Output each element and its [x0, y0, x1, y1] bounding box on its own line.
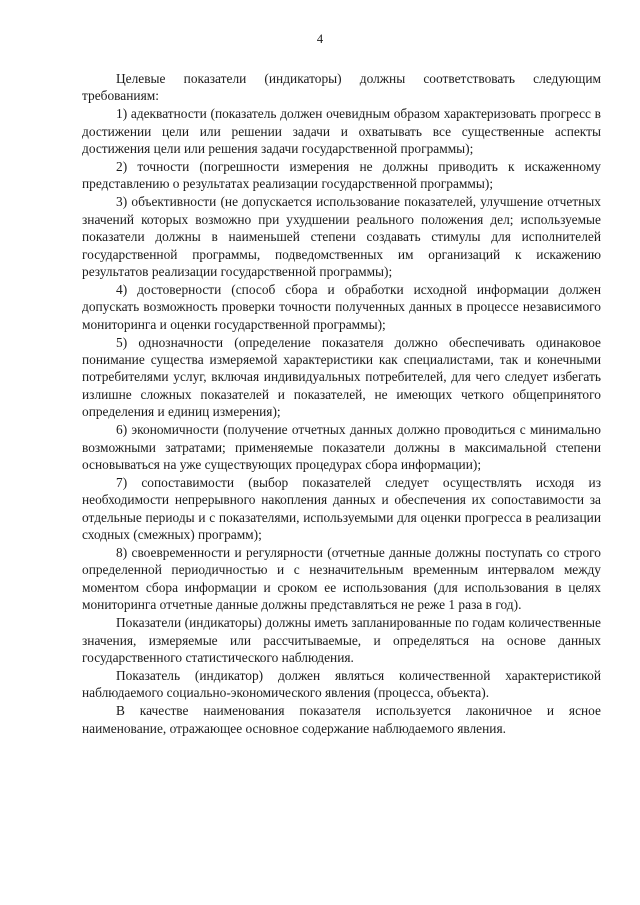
requirement-item-4: 4) достоверности (способ сбора и обработки исходной информации должен допускать возможность проверки точности полученных данных в процессе независимого мониторинга и оценки государственной программы); [82, 281, 601, 332]
requirement-item-8: 8) своевременности и регулярности (отчетные данные должны поступать со строго определенной периодичностью и с незначительным временным интервалом между моментом сбора информации и сроком ее использования (для использования в целях мониторинга отчетные данные должны представляться не реже 1 раза в год). [82, 544, 601, 613]
closing-paragraph-2: Показатель (индикатор) должен являться количественной характеристикой наблюдаемого социально-экономического явления (процесса, объекта). [82, 667, 601, 701]
document-body [82, 70, 601, 737]
requirement-item-2: 2) точности (погрешности измерения не должны приводить к искаженному представлению о результатах реализации государственной программы); [82, 159, 601, 192]
closing-paragraph-3: В качестве наименования показателя используется лаконичное и ясное наименование, отражающее основное содержание наблюдаемого явления. [82, 703, 601, 736]
requirement-item-3: 3) объективности (не допускается использование показателей, улучшение отчетных значений которых возможно при ухудшении реального положения дел; используемые показатели должны в наименьшей степени создавать стимулы для исполнителей государственной программы, подведомственных им организаций к искажению результатов реализации государственной программы); [82, 194, 601, 279]
page-number: 4 [316, 32, 324, 46]
requirement-item-1: 1) адекватности (показатель должен очевидным образом характеризовать прогресс в достижении цели или решении задачи и охватывать все существенные аспекты достижения цели или решения задачи государственной программы); [82, 106, 601, 157]
requirement-item-7: 7) сопоставимости (выбор показателей следует осуществлять исходя из необходимости непрерывного накопления данных и обеспечения их сопоставимости за отдельные периоды и с показателями, используемыми для оценки прогресса в реализации сходных (смежных) программ); [82, 474, 601, 543]
closing-paragraph-1: Показатели (индикаторы) должны иметь запланированные по годам количественные значения, измеряемые или рассчитываемые, и определяться на основе данных государственного статистического наблюдения. [82, 615, 601, 665]
requirement-item-6: 6) экономичности (получение отчетных данных должно проводиться с минимально возможными затратами; применяемые показатели должны в максимальной степени основываться на уже существующих процедурах сбора информации); [82, 422, 601, 472]
requirement-item-5: 5) однозначности (определение показателя должно обеспечивать одинаковое понимание существа измеряемой характеристики как специалистами, так и конечными потребителями услуг, включая индивидуальных потребителей, для чего следует избегать излишне сложных показателей и показателей, не имеющих четкого общепринятого определения и единиц измерения); [82, 334, 601, 420]
intro-paragraph: Целевые показатели (индикаторы) должны соответствовать следующим требованиям: [82, 71, 601, 104]
